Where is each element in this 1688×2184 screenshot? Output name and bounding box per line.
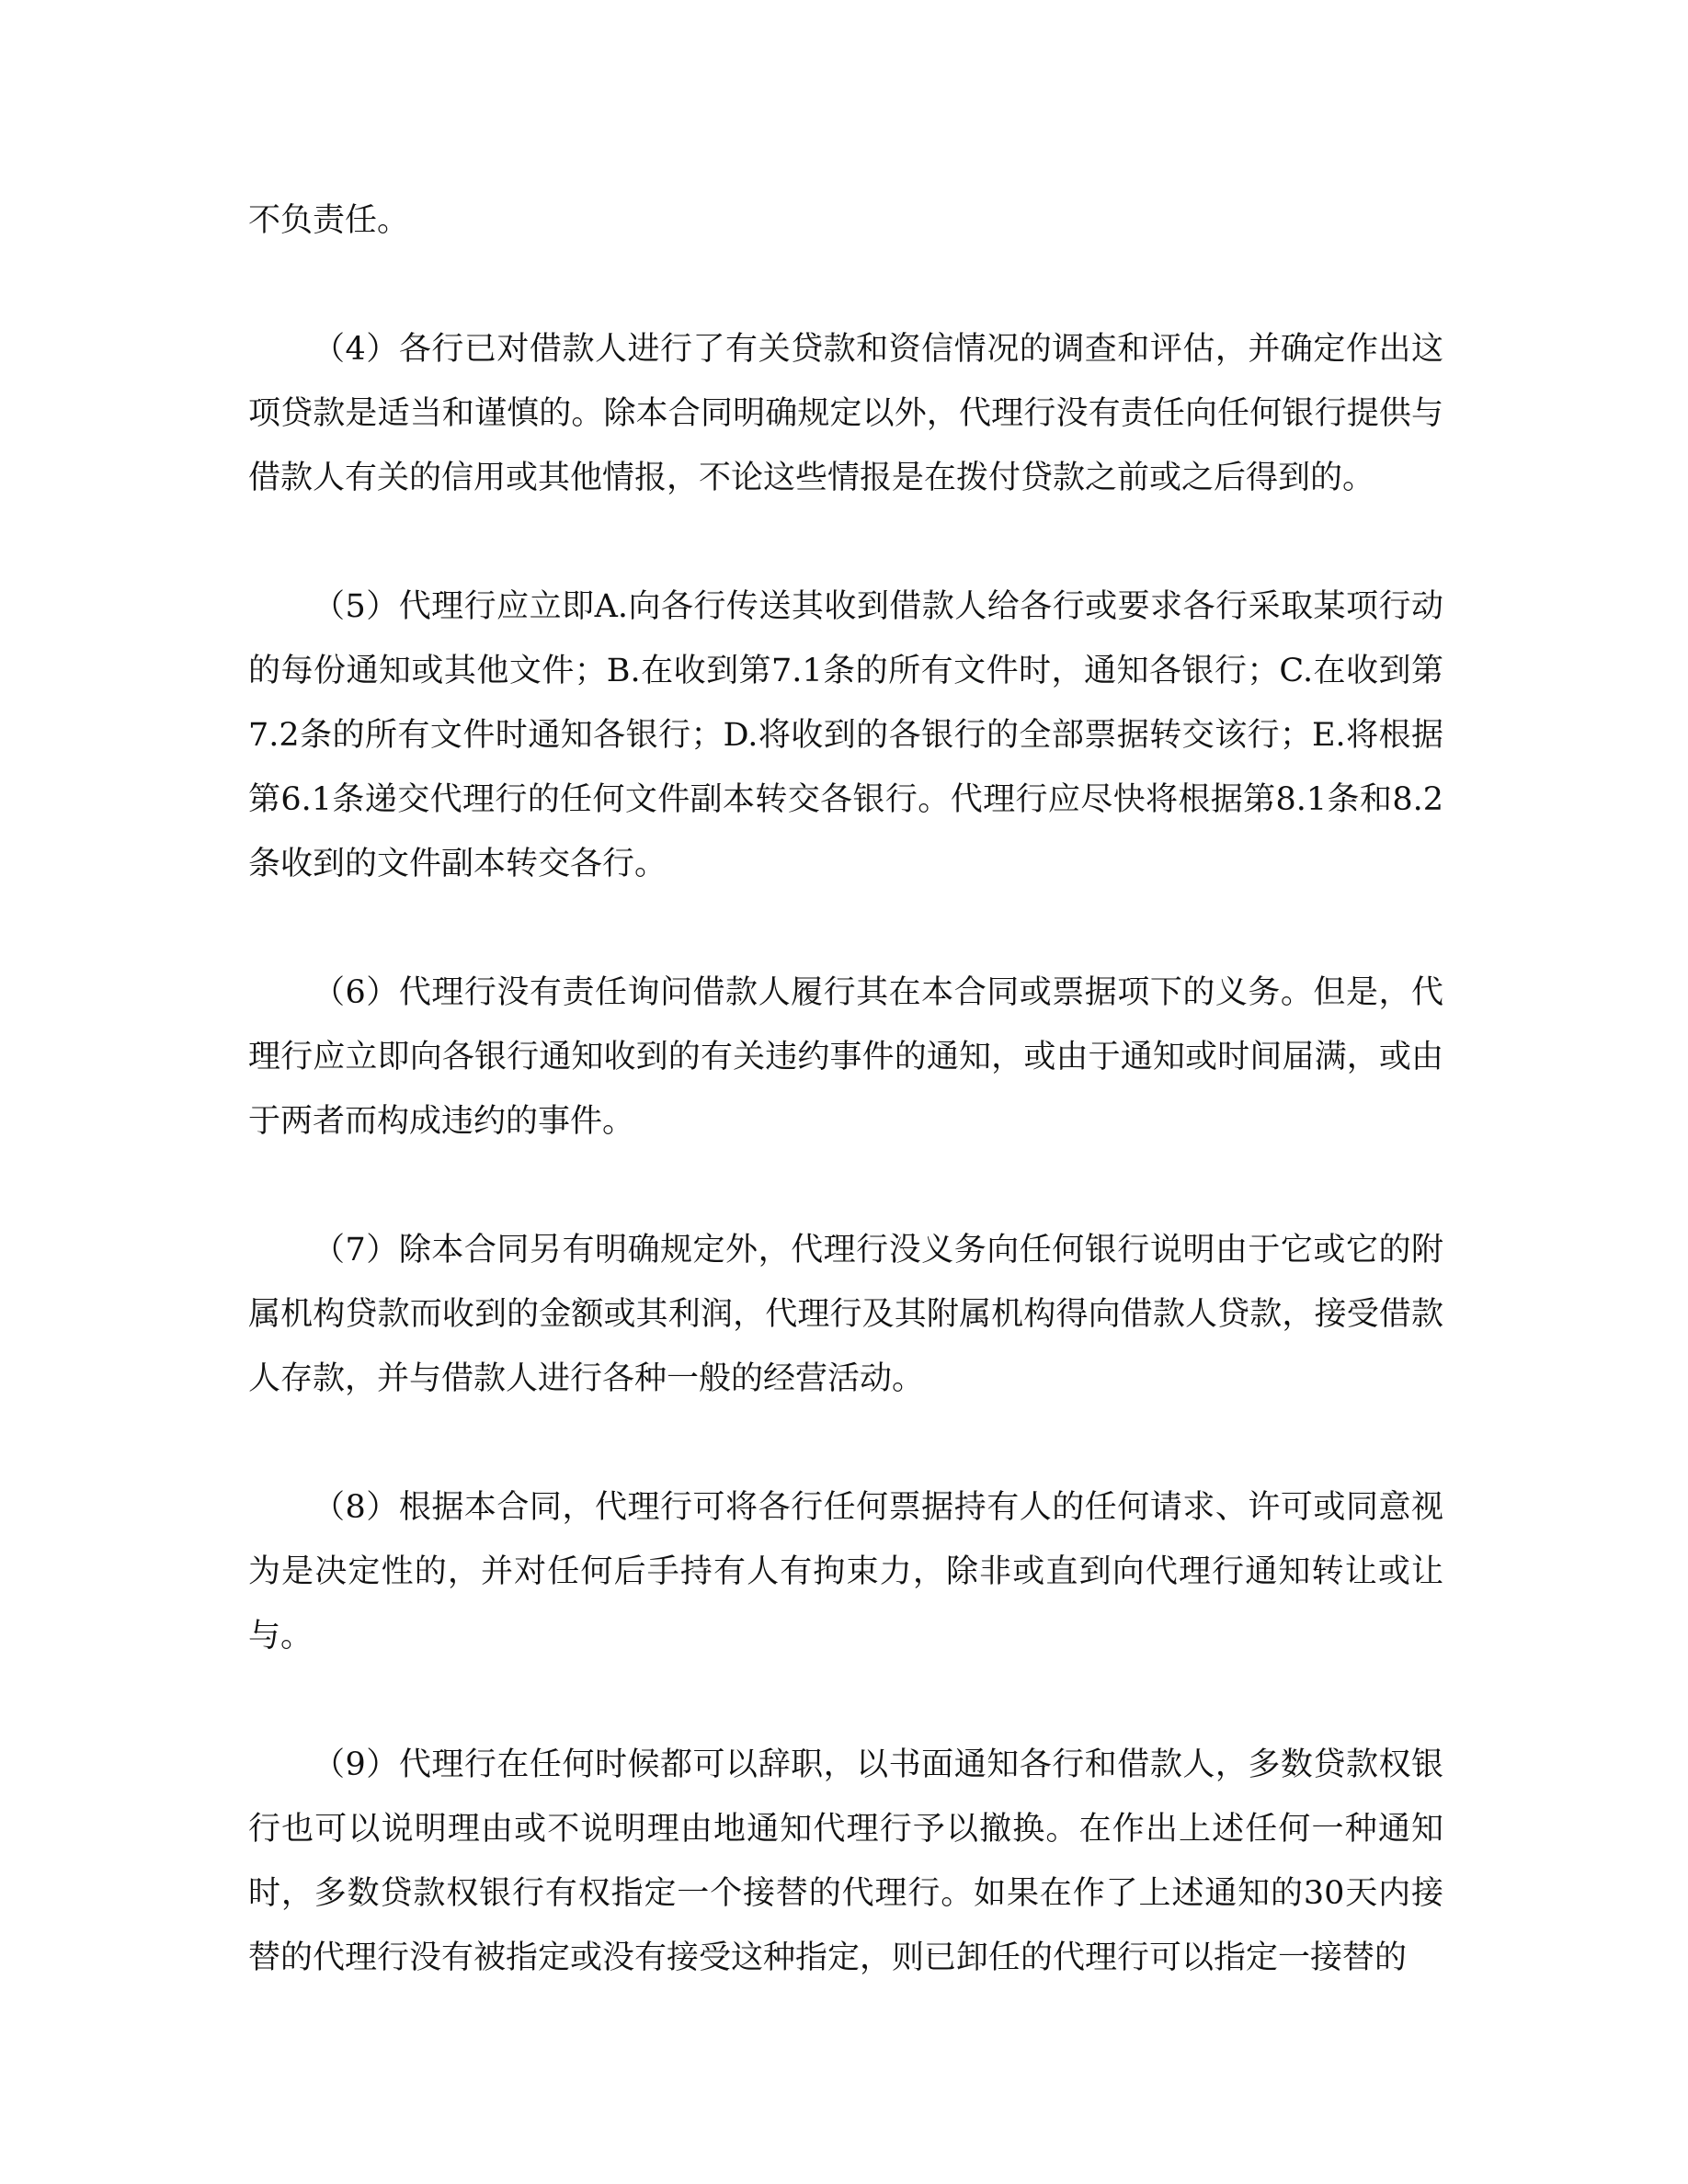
- paragraph-clause-7: （7）除本合同另有明确规定外，代理行没义务向任何银行说明由于它或它的附属机构贷款而收到的金额或其利润，代理行及其附属机构得向借款人贷款，接受借款人存款，并与借款人进行各种一般的经营活动。: [248, 1232, 1443, 1397]
- paragraph-clause-9: （9）代理行在任何时候都可以辞职，以书面通知各行和借款人，多数贷款权银行也可以说明理由或不说明理由地通知代理行予以撤换。在作出上述任何一种通知时，多数贷款权银行有权指定一个接替的代理行。如果在作了上述通知的30天内接替的代理行没有被指定或没有接受这种指定，则已卸任的代理行可以指定一接替的: [248, 1746, 1443, 1976]
- paragraph-clause-6: （6）代理行没有责任询问借款人履行其在本合同或票据项下的义务。但是，代理行应立即向各银行通知收到的有关违约事件的通知，或由于通知或时间届满，或由于两者而构成违约的事件。: [248, 974, 1443, 1140]
- paragraph-clause-4: （4）各行已对借款人进行了有关贷款和资信情况的调查和评估，并确定作出这项贷款是适当和谨慎的。除本合同明确规定以外，代理行没有责任向任何银行提供与借款人有关的信用或其他情报，不论这些情报是在拨付贷款之前或之后得到的。: [248, 331, 1443, 496]
- paragraph-continuation: 不负责任。: [248, 202, 410, 239]
- paragraph-clause-5: （5）代理行应立即A.向各行传送其收到借款人给各行或要求各行采取某项行动的每份通知或其他文件；B.在收到第7.1条的所有文件时，通知各银行；C.在收到第7.2条的所有文件时通知各银行；D.将收到的各银行的全部票据转交该行；E.将根据第6.1条递交代理行的任何文件副本转交各银行。代理行应尽快将根据第8.1条和8.2条收到的文件副本转交各行。: [248, 588, 1443, 882]
- document-body: [248, 188, 1443, 2054]
- paragraph-clause-8: （8）根据本合同，代理行可将各行任何票据持有人的任何请求、许可或同意视为是决定性的，并对任何后手持有人有拘束力，除非或直到向代理行通知转让或让与。: [248, 1489, 1443, 1655]
